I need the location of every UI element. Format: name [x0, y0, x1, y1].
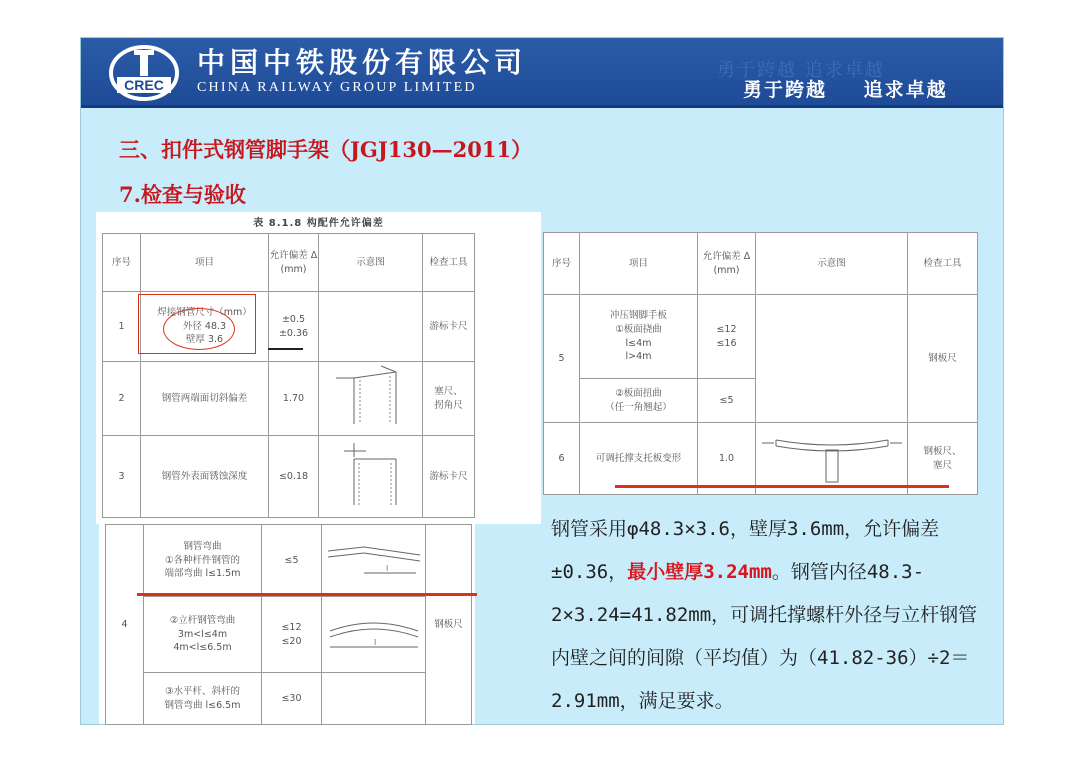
company-name-cn: 中国中铁股份有限公司	[197, 46, 528, 79]
col-header-tolerance: 允许偏差 Δ (mm)	[698, 233, 756, 295]
row-no: 1	[103, 292, 141, 362]
row-tolerance: ≤12 ≤16	[698, 295, 756, 379]
table-caption: 表 8.1.8 构配件允许偏差	[253, 218, 384, 229]
row-item: 焊接钢管尺寸（mm） 外径 48.3 壁厚 3.6	[141, 292, 269, 362]
col-header-item: 项目	[141, 234, 269, 292]
support-plate-diagram-icon	[762, 428, 902, 484]
table-right-grid	[543, 232, 978, 495]
row-no: 3	[103, 436, 141, 518]
col-header-diagram: 示意图	[319, 234, 423, 292]
row-item: 钢管两端面切斜偏差	[141, 362, 269, 436]
row-tool: 塞尺、 拐角尺	[423, 362, 475, 436]
svg-text:l: l	[385, 564, 388, 574]
row-item: ②板面扭曲 （任一角翘起）	[580, 379, 698, 423]
col-header-tolerance: 允许偏差 Δ (mm)	[269, 234, 319, 292]
explanation-paragraph	[551, 508, 991, 723]
header-banner	[81, 38, 1003, 108]
paragraph-highlight: 最小壁厚3.24mm	[627, 561, 772, 583]
slide	[80, 37, 1004, 725]
row-diagram	[322, 673, 426, 725]
table-row	[106, 597, 472, 673]
table-row	[544, 295, 978, 379]
row-no: 6	[544, 423, 580, 495]
slogan-part-2: 追求卓越	[863, 79, 948, 101]
row-item: 冲压钢脚手板 ①板面挠曲 l≤4m l>4m	[580, 295, 698, 379]
row-tolerance: ≤0.18	[269, 436, 319, 518]
row-tolerance: 1.70	[269, 362, 319, 436]
row-diagram	[319, 292, 423, 362]
col-header-no: 序号	[544, 233, 580, 295]
row-no: 2	[103, 362, 141, 436]
row-diagram	[319, 436, 423, 518]
slogan-watermark: 勇于跨越 追求卓越	[717, 60, 885, 81]
col-header-tool: 检查工具	[423, 234, 475, 292]
row-diagram	[322, 525, 426, 597]
table-left-upper	[96, 212, 541, 524]
pipe-end-bend-diagram-icon	[324, 533, 424, 583]
table-row	[106, 673, 472, 725]
table-row	[106, 525, 472, 597]
row-tolerance: ≤12 ≤20	[262, 597, 322, 673]
row-tolerance: ≤30	[262, 673, 322, 725]
table-left-row4	[105, 524, 472, 725]
table-row	[103, 436, 475, 518]
row-tool: 游标卡尺	[423, 292, 475, 362]
header-divider	[81, 105, 1003, 108]
logo-text: CREC	[124, 77, 164, 93]
company-name-en: CHINA RAILWAY GROUP LIMITED	[197, 80, 477, 95]
row-item: 钢管外表面锈蚀深度	[141, 436, 269, 518]
col-header-item: 项目	[580, 233, 698, 295]
row-item: 钢管弯曲 ①各种杆件钢管的 端部弯曲 l≤1.5m	[144, 525, 262, 597]
col-header-diagram: 示意图	[756, 233, 908, 295]
underline-mark	[268, 348, 303, 350]
row-diagram	[322, 597, 426, 673]
subsection-title: 7.检查与验收	[119, 182, 246, 207]
row-tool: 钢板尺	[426, 525, 472, 725]
col-header-tool: 检查工具	[908, 233, 978, 295]
paragraph-text-1: 钢管采用φ48.3×3.6，壁厚3.6mm，允许偏差±0.36，	[551, 518, 940, 583]
row-tolerance: 1.0	[698, 423, 756, 495]
pipe-bevel-diagram-icon	[326, 364, 416, 428]
red-highlight-oval	[163, 308, 235, 350]
row-item: ②立杆钢管弯曲 3m<l≤4m 4m<l≤6.5m	[144, 597, 262, 673]
col-header-no: 序号	[103, 234, 141, 292]
table-right	[543, 232, 977, 494]
table-left-grid	[102, 233, 475, 518]
slogan-part-1: 勇于跨越	[743, 79, 828, 101]
row-diagram	[756, 423, 908, 495]
row-diagram	[319, 362, 423, 436]
table-row	[103, 362, 475, 436]
row-item: ③水平杆、斜杆的 钢管弯曲 l≤6.5m	[144, 673, 262, 725]
row-tool: 钢板尺、 塞尺	[908, 423, 978, 495]
row-item: 可调托撑支托板变形	[580, 423, 698, 495]
row-tool: 钢板尺	[908, 295, 978, 423]
row-no: 5	[544, 295, 580, 423]
table-left-lower	[99, 524, 475, 724]
paragraph-text-2: 。钢管内径48.3-2×3.24=41.82mm，可调托撑螺杆外径与立杆钢管内壁之间的间隙（平均值）为（41.82-36）÷2＝2.91mm，满足要求。	[551, 561, 978, 712]
red-underline-right	[615, 485, 949, 488]
pipe-corrosion-diagram-icon	[326, 439, 416, 509]
row-tolerance: ≤5	[698, 379, 756, 423]
slogan	[743, 75, 976, 102]
crec-logo-icon	[107, 44, 181, 102]
svg-text:l: l	[373, 638, 376, 648]
table-row	[544, 423, 978, 495]
red-underline-left	[137, 593, 477, 596]
pipe-bow-diagram-icon	[324, 609, 424, 655]
row-tool: 游标卡尺	[423, 436, 475, 518]
row-no: 4	[106, 525, 144, 725]
row-tolerance: ±0.5 ±0.36	[269, 292, 319, 362]
row-tolerance: ≤5	[262, 525, 322, 597]
section-title: 三、扣件式钢管脚手架（JGJ130—2011）	[119, 137, 533, 162]
row-diagram	[756, 295, 908, 423]
